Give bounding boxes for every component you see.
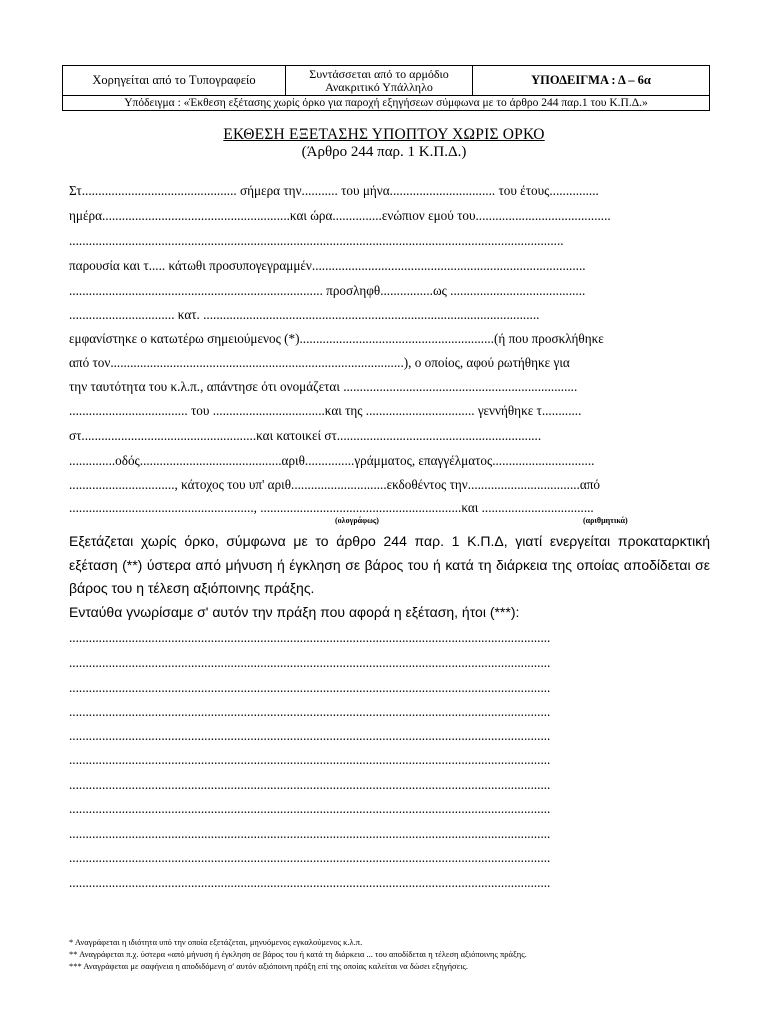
header-author-cell <box>286 66 473 96</box>
legal-basis-paragraph: Εξετάζεται χωρίς όρκο, σύμφωνα με το άρθρο 244 παρ. 1 Κ.Π.Δ, γιατί ενεργείται προκαταρκτική εξέταση (**) ύστερα από μήνυση ή έγκληση σε βάρος του ή κατά τη διάρκεια της οποίας αποδίδεται σε βάρος του η τέλεση αξιόποινης πράξης. <box>69 533 710 596</box>
footnote-3: *** Αναγράφεται με σαφήνεια η αποδιδόμενη σ' αυτόν αξιόποινη πράξη επί της οποίας καλείται να δώσει εξηγήσεις. <box>69 961 468 971</box>
header-template-code: ΥΠΟΔΕΙΓΜΑ : Δ – 6α <box>473 66 710 96</box>
document-subtitle: (Άρθρο 244 παρ. 1 Κ.Π.Δ.) <box>301 144 467 160</box>
document-title: ΕΚΘΕΣΗ ΕΞΕΤΑΣΗΣ ΥΠΟΠΤΟΥ ΧΩΡΙΣ ΟΡΚΟ <box>223 126 545 143</box>
form-line: ................................, κάτοχος του υπ' αριθ.............................εκδοθέντος την..................................από <box>69 477 600 492</box>
sublabel-in-words: (ολογράφως) <box>335 516 379 525</box>
footnote-1: * Αναγράφεται η ιδιότητα υπό την οποία εξετάζεται, μηνυόμενος εγκαλούμενος κ.λ.π. <box>69 937 363 947</box>
statement-line: .................................................................................................................................................. <box>69 850 551 865</box>
form-line: παρουσία και τ..... κάτωθι προσυπογεγραμμέν................................................................................... <box>69 258 586 273</box>
statement-line: .................................................................................................................................................. <box>69 728 551 743</box>
statement-intro: Ενταύθα γνωρίσαμε σ' αυτόν την πράξη που αφορά η εξέταση, ήτοι (***): <box>69 604 520 620</box>
form-line: ημέρα.........................................................και ώρα...............ενώπιον εμού του......................................... <box>69 208 611 223</box>
form-line: Στ............................................... σήμερα την........... του μήνα................................ του έτους............... <box>69 183 599 198</box>
statement-line: .................................................................................................................................................. <box>69 826 551 841</box>
header-author-line1: Συντάσσεται από το αρμόδιο <box>309 66 449 81</box>
statement-line: .................................................................................................................................................. <box>69 655 551 670</box>
form-line: εμφανίστηκε ο κατωτέρω σημειούμενος (*)...........................................................(ή που προσκλήθηκε <box>69 331 604 346</box>
statement-line: .................................................................................................................................................. <box>69 680 551 695</box>
form-line: ...................................................................................................................................................... <box>69 233 564 248</box>
form-line: την ταυτότητα του κ.λ.π., απάντησε ότι ονομάζεται ....................................................................... <box>69 379 578 394</box>
form-line: ........................................................, .............................................................και .................................. <box>69 500 594 515</box>
statement-line: .................................................................................................................................................. <box>69 752 551 767</box>
statement-line: .................................................................................................................................................. <box>69 704 551 719</box>
statement-line: .................................................................................................................................................. <box>69 801 551 816</box>
form-line: ................................ κατ. ...................................................................................................... <box>69 307 540 322</box>
statement-line: .................................................................................................................................................. <box>69 777 551 792</box>
form-line: από τον.........................................................................................), ο οποίος, αφού ρωτήθηκε για <box>69 355 570 370</box>
statement-line: .................................................................................................................................................. <box>69 875 551 890</box>
header-template-description: Υπόδειγμα : «Έκθεση εξέτασης χωρίς όρκο για παροχή εξηγήσεων σύμφωνα με το άρθρο 244 παρ.1 του Κ.Π.Δ.» <box>63 96 710 111</box>
statement-line: .................................................................................................................................................. <box>69 630 551 645</box>
form-line: .................................... του ..................................και της ................................. γεννήθηκε τ............ <box>69 403 582 418</box>
form-line: ..............οδός...........................................αριθ...............γράμματος, επαγγέλματος............................... <box>69 453 595 468</box>
footnote-2: ** Αναγράφεται π.χ. ύστερα «από μήνυση ή έγκληση σε βάρος του ή κατά τη διάρκεια ... του αποδίδεται η τέλεση αξιόποινης πράξης. <box>69 949 527 959</box>
header-table <box>62 65 710 111</box>
header-author-line2: Ανακριτικό Υπάλληλο <box>325 79 433 94</box>
header-issuer-cell: Χορηγείται από το Τυπογραφείο <box>63 66 286 96</box>
form-line: ............................................................................. προσληφθ................ως ......................................... <box>69 283 586 298</box>
form-line: στ.....................................................και κατοικεί στ.............................................................. <box>69 428 542 443</box>
sublabel-in-numbers: (αριθμητικά) <box>583 516 628 525</box>
